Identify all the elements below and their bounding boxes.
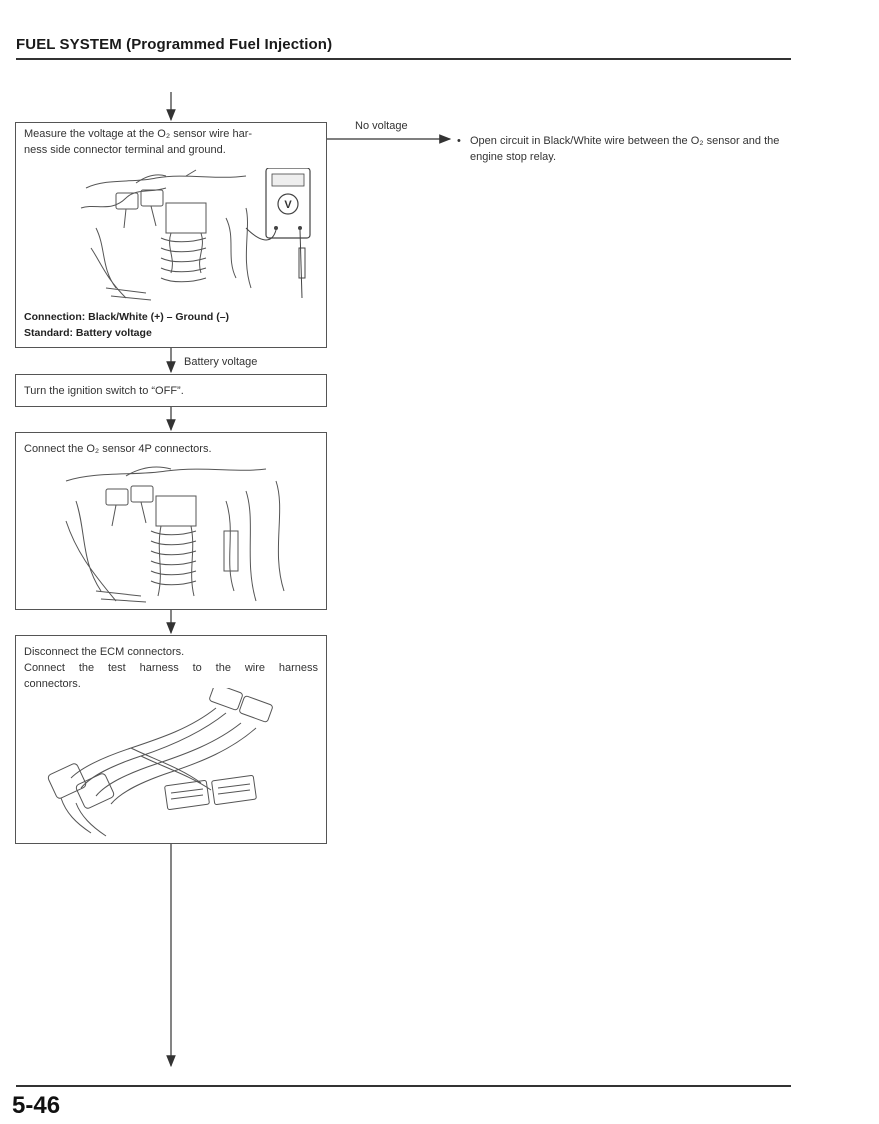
standard-spec: Standard: Battery voltage bbox=[24, 327, 152, 339]
step-box-test-harness bbox=[15, 635, 327, 844]
page-number: 5-46 bbox=[12, 1092, 61, 1119]
step-text-line: connectors. bbox=[24, 678, 81, 690]
step-text-line: Disconnect the ECM connectors. bbox=[24, 646, 185, 658]
bullet: • bbox=[457, 135, 461, 147]
step-text-line: Turn the ignition switch to “OFF”. bbox=[24, 385, 184, 397]
step-text-line: Connect the O₂ sensor 4P connectors. bbox=[24, 443, 212, 455]
test-harness-illustration bbox=[41, 688, 311, 838]
connection-spec: Connection: Black/White (+) – Ground (–) bbox=[24, 311, 230, 323]
sensor-connectors-illustration bbox=[46, 461, 306, 606]
no-voltage-label: No voltage bbox=[355, 120, 408, 132]
footer-divider bbox=[16, 1085, 791, 1087]
step-box-ignition-off bbox=[15, 374, 327, 407]
battery-voltage-label: Battery voltage bbox=[184, 356, 258, 368]
step-text-line: Measure the voltage at the O₂ sensor wire har- bbox=[24, 128, 253, 140]
step-box-connect-sensor bbox=[15, 432, 327, 610]
voltmeter-sensor-connector-illustration bbox=[76, 168, 316, 308]
step-box-measure-voltage bbox=[15, 122, 327, 348]
page-title: FUEL SYSTEM (Programmed Fuel Injection) bbox=[16, 36, 333, 53]
result-text: Open circuit in Black/White wire between the O₂ sensor and the engine stop relay. bbox=[470, 135, 780, 163]
result-open-circuit bbox=[457, 133, 787, 165]
step-text-line: Connect the test harness to the wire harness bbox=[24, 662, 318, 674]
svg-text:V: V bbox=[284, 199, 292, 211]
voltmeter-icon bbox=[246, 168, 310, 298]
step-text-line: ness side connector terminal and ground. bbox=[24, 144, 226, 156]
